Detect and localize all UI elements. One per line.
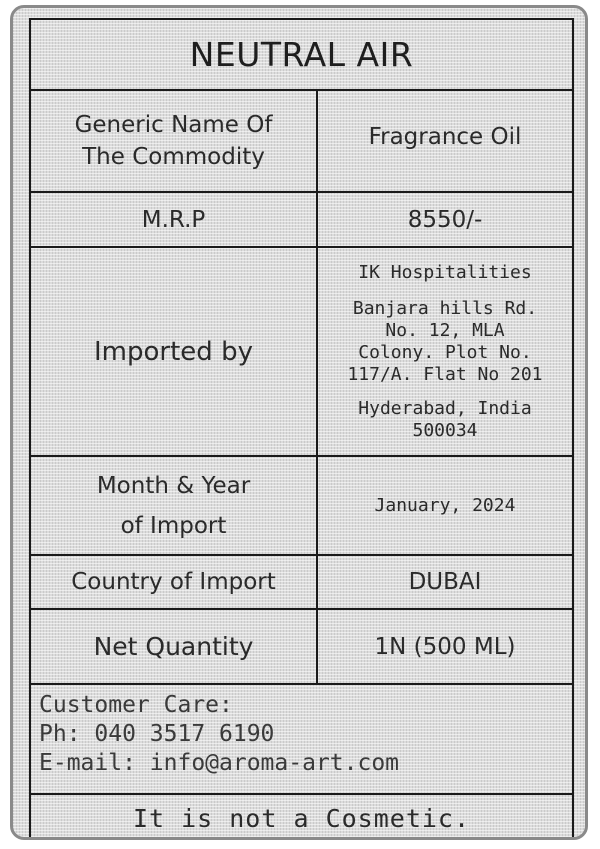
customer-care-email: E-mail: info@aroma-art.com xyxy=(39,750,400,776)
country-row xyxy=(31,556,572,610)
imported-by-row xyxy=(31,248,572,457)
disclaimer-text: It is not a Cosmetic. xyxy=(132,803,471,833)
importer-name: IK Hospitalities xyxy=(358,261,532,283)
label-table xyxy=(29,18,574,840)
country-value: DUBAI xyxy=(408,569,482,595)
net-quantity-label: Net Quantity xyxy=(31,610,318,683)
importer-address-line: Colony. Plot No. xyxy=(358,341,532,363)
mrp-value: 8550/- xyxy=(407,206,483,233)
import-date-value: January, 2024 xyxy=(374,495,516,516)
generic-name-label: Generic Name Of The Commodity xyxy=(31,91,318,191)
import-date-label: Month & Year of Import xyxy=(31,457,318,554)
generic-name-value: Fragrance Oil xyxy=(368,124,522,150)
importer-city: Hyderabad, India xyxy=(358,397,532,419)
disclaimer-row xyxy=(31,795,572,840)
imported-by-label: Imported by xyxy=(31,248,318,455)
mrp-row xyxy=(31,193,572,248)
customer-care-phone: Ph: 040 3517 6190 xyxy=(39,721,275,747)
customer-care-heading: Customer Care: xyxy=(39,692,233,718)
importer-details xyxy=(318,248,572,455)
importer-address-line: Banjara hills Rd. xyxy=(352,297,538,319)
product-title: NEUTRAL AIR xyxy=(31,20,572,91)
importer-address-line: 117/A. Flat No 201 xyxy=(347,363,543,385)
import-date-row xyxy=(31,457,572,556)
importer-pincode: 500034 xyxy=(412,419,478,441)
country-label: Country of Import xyxy=(31,556,318,608)
product-label xyxy=(10,5,588,840)
generic-name-row xyxy=(31,91,572,193)
mrp-label: M.R.P xyxy=(31,193,318,246)
net-quantity-value: 1N (500 ML) xyxy=(374,633,516,660)
importer-address-line: No. 12, MLA xyxy=(385,319,505,341)
net-quantity-row xyxy=(31,610,572,685)
customer-care-block xyxy=(31,685,572,795)
